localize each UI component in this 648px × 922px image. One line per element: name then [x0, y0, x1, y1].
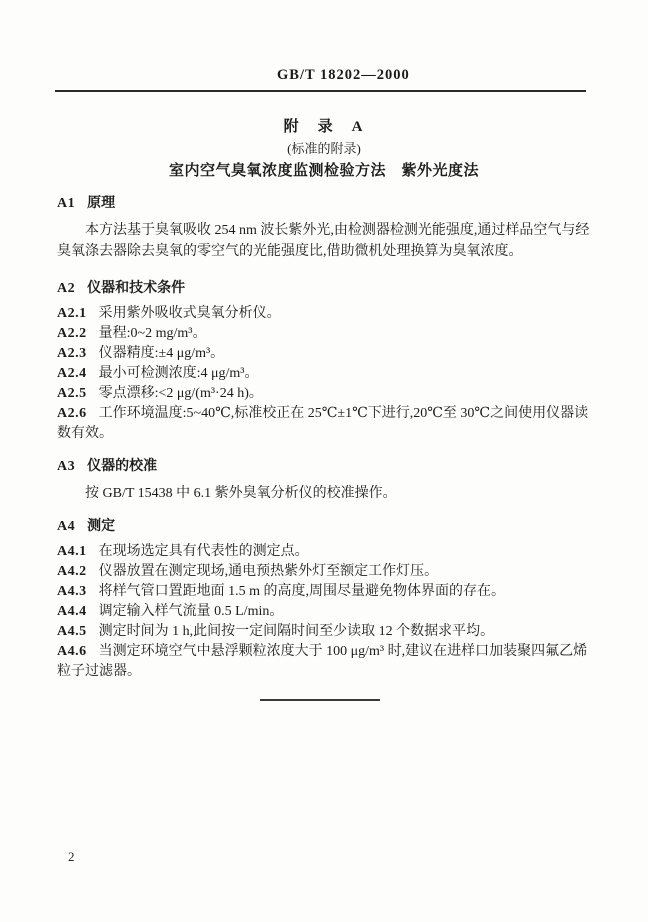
clause-a2-6-number: A2.6 [57, 406, 87, 421]
clause-a4-5 [57, 622, 593, 642]
clause-a2-3-number: A2.3 [57, 346, 87, 361]
clause-a4-3-number: A4.3 [57, 584, 87, 599]
clause-a4-6-text: 当测定环境空气中悬浮颗粒浓度大于 100 μg/m³ 时,建议在进样口加装聚四氟乙烯粒子过滤器。 [57, 644, 588, 679]
clause-a4-2-text: 仪器放置在测定现场,通电预热紫外灯至额定工作灯压。 [98, 564, 439, 579]
section-a4-items [57, 542, 593, 682]
section-a4-title: 测定 [87, 519, 116, 534]
clause-a2-4 [57, 364, 593, 384]
title-block [0, 116, 648, 182]
section-a4-heading [57, 517, 593, 537]
appendix-title: 附 录 A [283, 119, 365, 135]
section-a2-items [57, 304, 593, 444]
clause-a2-5-text: 零点漂移:<2 μg/(m³·24 h)。 [98, 386, 263, 401]
clause-a4-5-number: A4.5 [57, 624, 87, 639]
section-a1-heading [57, 194, 593, 214]
clause-a2-1-text: 采用紫外吸收式臭氧分析仪。 [98, 306, 281, 321]
clause-a2-1-number: A2.1 [57, 306, 87, 321]
clause-a4-6-number: A4.6 [57, 644, 87, 659]
clause-a2-6 [57, 404, 593, 444]
clause-a2-3-text: 仪器精度:±4 μg/m³。 [98, 346, 225, 361]
clause-a2-4-number: A2.4 [57, 366, 87, 381]
section-a3-paragraph: 按 GB/T 15438 中 6.1 紫外臭氧分析仪的校准操作。 [85, 486, 397, 501]
section-a1-number: A1 [57, 196, 76, 211]
clause-a4-1-number: A4.1 [57, 544, 87, 559]
section-a1-paragraph: 本方法基于臭氧吸收 254 nm 波长紫外光,由检测器检测光能强度,通过样品空气与经臭氧涤去器除去臭氧的零空气的光能强度比,借助微机处理换算为臭氧浓度。 [57, 223, 590, 259]
clause-a4-4 [57, 602, 593, 622]
clause-a4-3 [57, 582, 593, 602]
standard-code-header: GB/T 18202—2000 [277, 67, 410, 83]
section-a4-number: A4 [57, 519, 76, 534]
section-a3-title: 仪器的校准 [87, 459, 158, 474]
document-body [57, 194, 593, 701]
clause-a2-5-number: A2.5 [57, 386, 87, 401]
clause-a2-4-text: 最小可检测浓度:4 μg/m³。 [98, 366, 259, 381]
clause-a4-2 [57, 562, 593, 582]
clause-a4-1-text: 在现场选定具有代表性的测定点。 [98, 544, 309, 559]
clause-a4-5-text: 测定时间为 1 h,此间按一定间隔时间至少读取 12 个数据求平均。 [98, 624, 495, 639]
section-a2-number: A2 [57, 281, 76, 296]
section-a2-heading [57, 279, 593, 299]
end-of-text-rule [260, 699, 380, 701]
appendix-note: (标准的附录) [287, 141, 361, 156]
section-a3-heading [57, 457, 593, 477]
header-rule [55, 90, 586, 92]
clause-a4-4-text: 调定输入样气流量 0.5 L/min。 [98, 604, 284, 619]
section-a1-title: 原理 [87, 196, 116, 211]
clause-a4-2-number: A4.2 [57, 564, 87, 579]
clause-a2-2 [57, 324, 593, 344]
document-title: 室内空气臭氧浓度监测检验方法 紫外光度法 [168, 163, 479, 179]
clause-a4-6 [57, 642, 593, 682]
clause-a4-4-number: A4.4 [57, 604, 87, 619]
clause-a2-1 [57, 304, 593, 324]
clause-a2-2-number: A2.2 [57, 326, 87, 341]
clause-a4-3-text: 将样气管口置距地面 1.5 m 的高度,周围尽量避免物体界面的存在。 [98, 584, 506, 599]
section-a2-title: 仪器和技术条件 [87, 281, 186, 296]
clause-a2-6-text: 工作环境温度:5~40℃,标准校正在 25℃±1℃下进行,20℃至 30℃之间使用仪器读数有效。 [57, 406, 589, 441]
clause-a2-5 [57, 384, 593, 404]
clause-a4-1 [57, 542, 593, 562]
clause-a2-2-text: 量程:0~2 mg/m³。 [98, 326, 207, 341]
page-number: 2 [68, 849, 75, 864]
section-a3-number: A3 [57, 459, 76, 474]
clause-a2-3 [57, 344, 593, 364]
